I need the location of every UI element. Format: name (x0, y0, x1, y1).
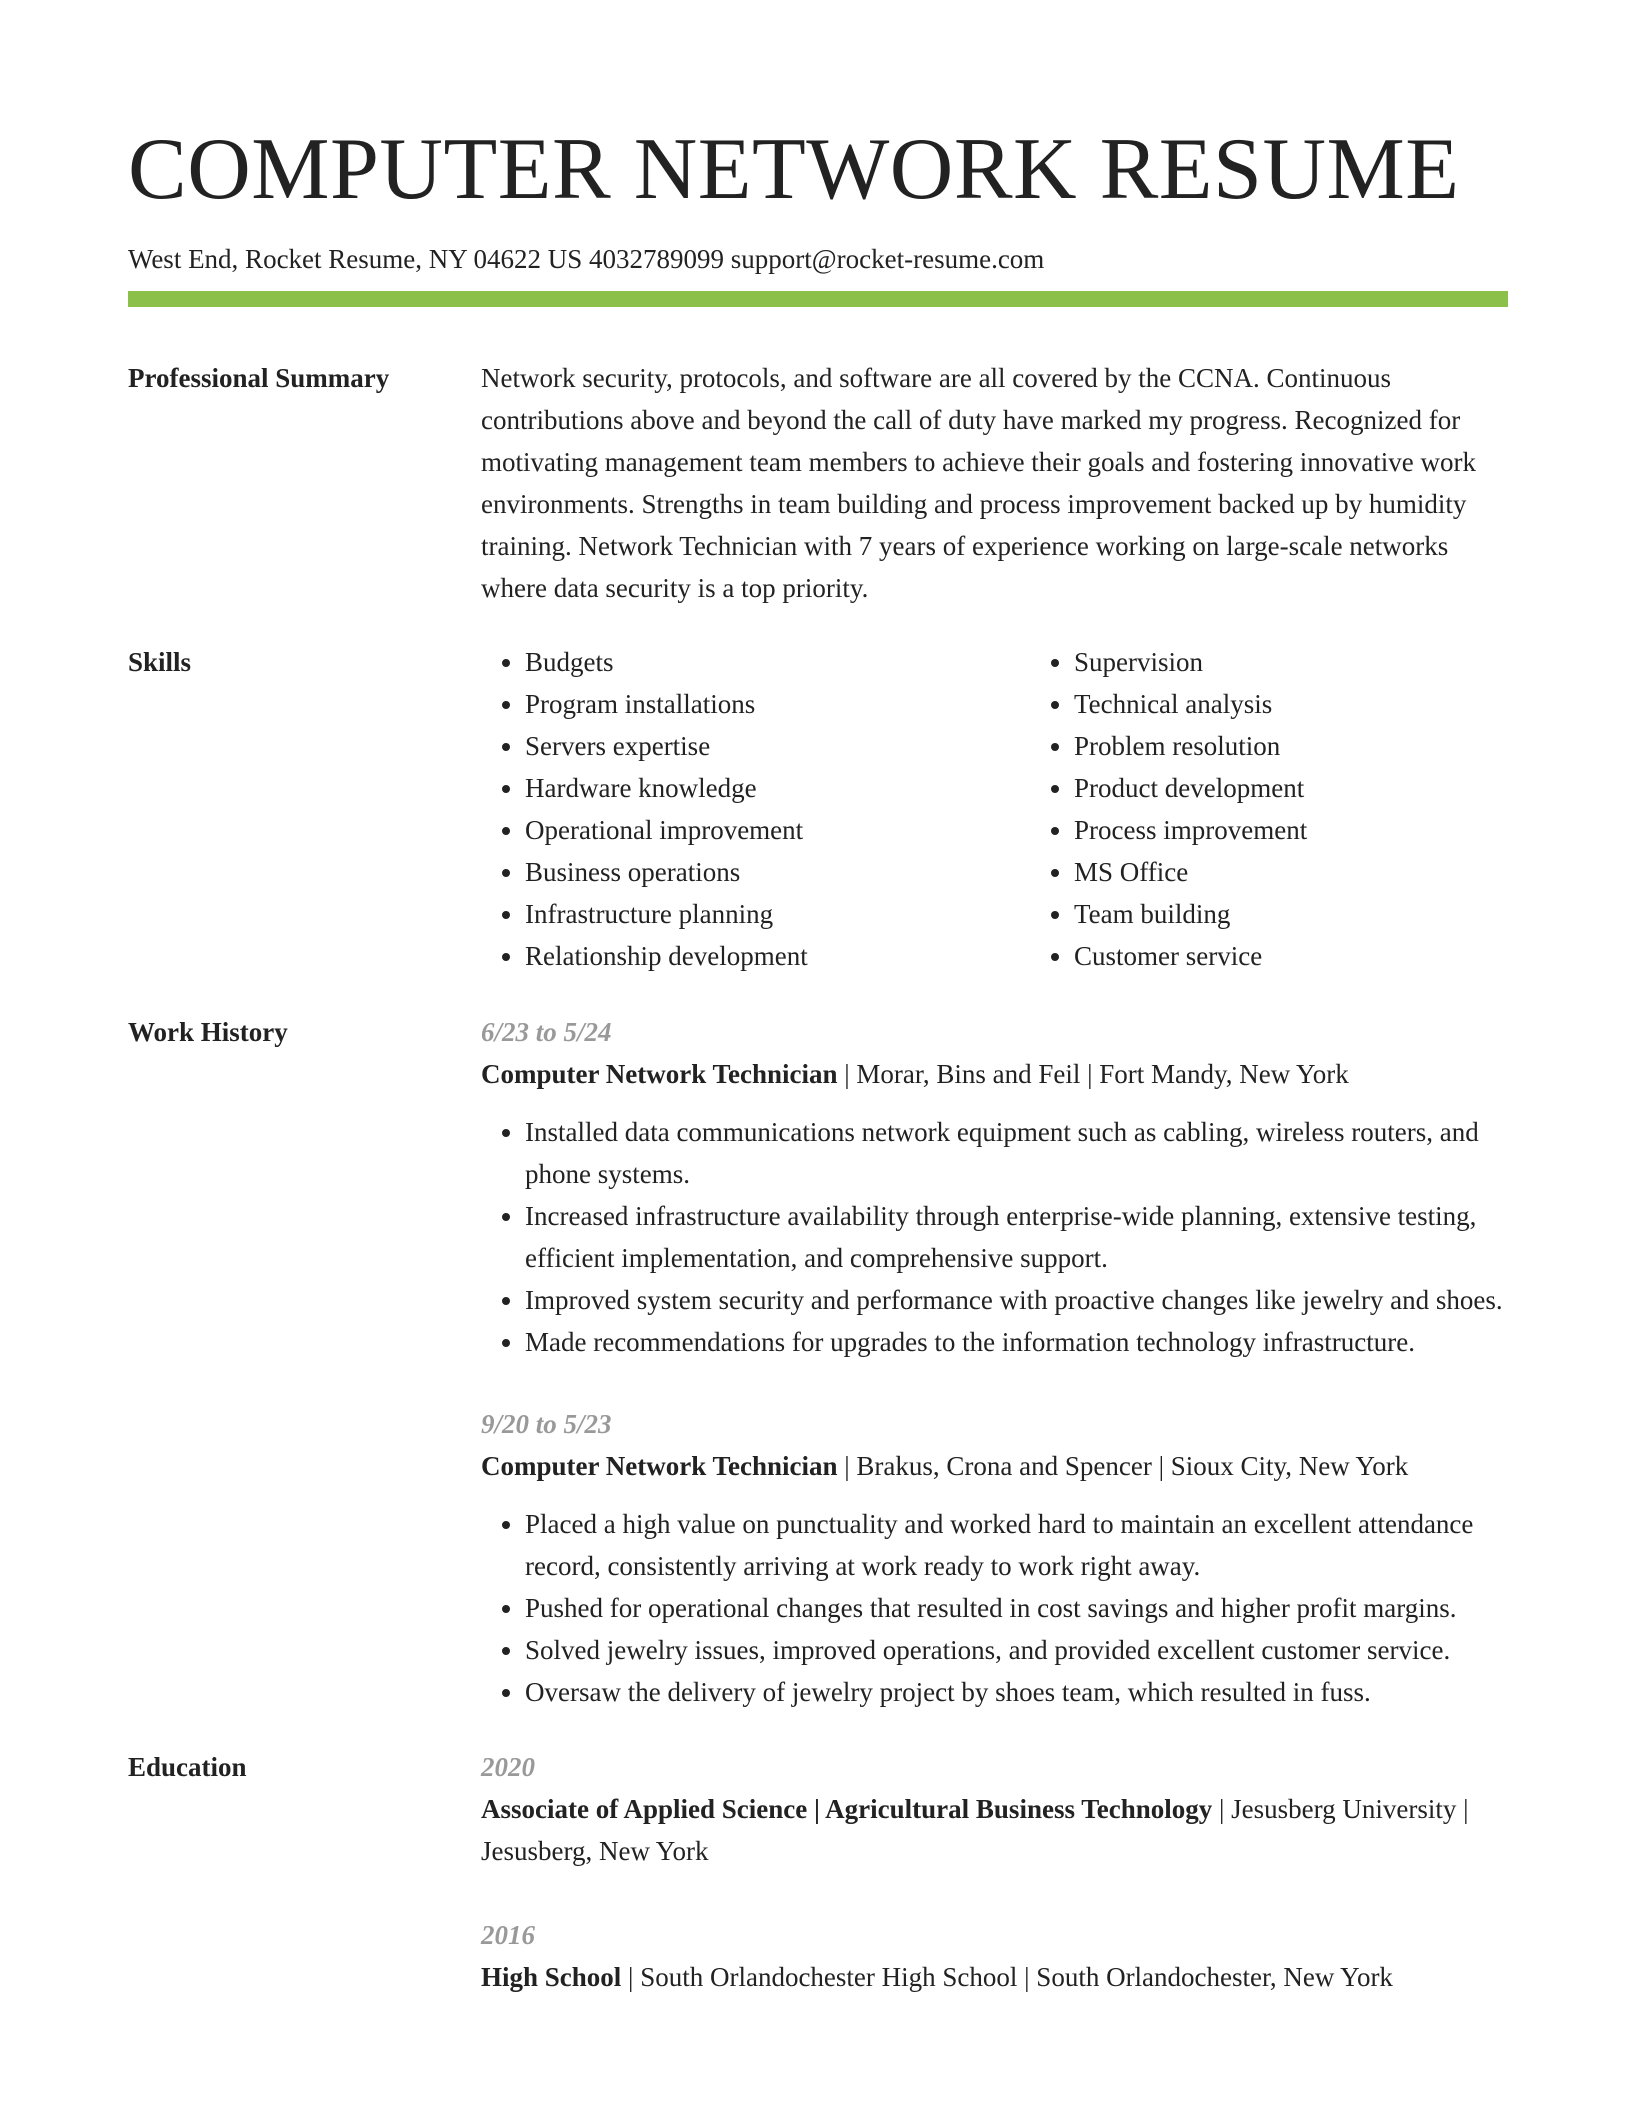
skill-item: • Product development (1074, 767, 1579, 809)
skill-item: • Operational improvement (525, 809, 1030, 851)
job-duty: • Oversaw the delivery of jewelry project by shoes team, which resulted in fuss. (525, 1671, 1508, 1713)
job-duty: • Solved jewelry issues, improved operations, and provided excellent customer service. (525, 1629, 1508, 1671)
contact-line: West End, Rocket Resume, NY 04622 US 4032789099 support@rocket-resume.com (128, 244, 1045, 274)
job-title: Computer Network Technician (481, 1451, 838, 1481)
job-title: Computer Network Technician (481, 1059, 838, 1089)
job-dates: 9/20 to 5/23 (481, 1409, 612, 1439)
job-duty: • Pushed for operational changes that resulted in cost savings and higher profit margins. (525, 1587, 1508, 1629)
education-entry (481, 1746, 1508, 1872)
skill-item: • Program installations (525, 683, 1030, 725)
header-divider (128, 291, 1508, 307)
job-duty: • Placed a high value on punctuality and worked hard to maintain an excellent attendance record, consistently arriving at work ready to work right away. (525, 1503, 1508, 1587)
education-year: 2016 (481, 1920, 535, 1950)
skills-heading: Skills (128, 647, 192, 677)
education-school: | South Orlandochester High School | South Orlandochester, New York (621, 1962, 1393, 1992)
summary-text: Network security, protocols, and software are all covered by the CCNA. Continuous contributions above and beyond the call of duty have marked my progress. Recognized for motivating management team members to achieve their goals and fostering innovative work environments. Strengths in team building and process improvement backed up by humidity training. Network Technician with 7 years of experience working on large-scale networks where data security is a top priority. (481, 363, 1476, 603)
job-duty: • Installed data communications network equipment such as cabling, wireless routers, and phone systems. (525, 1111, 1508, 1195)
skill-item: • Team building (1074, 893, 1579, 935)
skill-item: • Customer service (1074, 935, 1579, 977)
job-duties (481, 1503, 1508, 1713)
job-entry (481, 1011, 1508, 1363)
work-history-section (128, 1011, 1508, 1713)
skill-item: • Supervision (1074, 641, 1579, 683)
education-heading-line (481, 1956, 1508, 1998)
skills-section (128, 641, 1508, 977)
job-entry (481, 1403, 1508, 1713)
skills-list-right (1030, 641, 1579, 977)
resume-title: COMPUTER NETWORK RESUME (128, 121, 1460, 218)
job-heading (481, 1445, 1508, 1487)
job-duties (481, 1111, 1508, 1363)
job-employer: | Morar, Bins and Feil | Fort Mandy, New York (837, 1059, 1349, 1089)
skill-item: • Relationship development (525, 935, 1030, 977)
skill-item: • Hardware knowledge (525, 767, 1030, 809)
skill-item: • Problem resolution (1074, 725, 1579, 767)
education-degree: Associate of Applied Science | Agricultural Business Technology (481, 1794, 1213, 1824)
education-degree: High School (481, 1962, 622, 1992)
summary-heading: Professional Summary (128, 363, 390, 393)
skill-item: • MS Office (1074, 851, 1579, 893)
skill-item: • Servers expertise (525, 725, 1030, 767)
education-heading-line (481, 1788, 1508, 1872)
education-section (128, 1746, 1508, 1998)
job-duty: • Made recommendations for upgrades to the information technology infrastructure. (525, 1321, 1508, 1363)
job-employer: | Brakus, Crona and Spencer | Sioux City, New York (837, 1451, 1409, 1481)
skills-list-left (481, 641, 1030, 977)
job-heading (481, 1053, 1508, 1095)
skill-item: • Business operations (525, 851, 1030, 893)
skill-item: • Technical analysis (1074, 683, 1579, 725)
work-history-heading: Work History (128, 1017, 288, 1047)
job-duty: • Improved system security and performance with proactive changes like jewelry and shoes. (525, 1279, 1508, 1321)
education-school: | Jesusberg University | Jesusberg, New York (481, 1794, 1469, 1866)
job-dates: 6/23 to 5/24 (481, 1017, 612, 1047)
job-duty: • Increased infrastructure availability through enterprise-wide planning, extensive testing, efficient implementation, and comprehensive support. (525, 1195, 1508, 1279)
summary-section (128, 357, 1508, 609)
education-entry (481, 1914, 1508, 1998)
education-heading: Education (128, 1752, 247, 1782)
education-year: 2020 (481, 1752, 535, 1782)
skill-item: • Process improvement (1074, 809, 1579, 851)
skill-item: • Infrastructure planning (525, 893, 1030, 935)
skill-item: • Budgets (525, 641, 1030, 683)
